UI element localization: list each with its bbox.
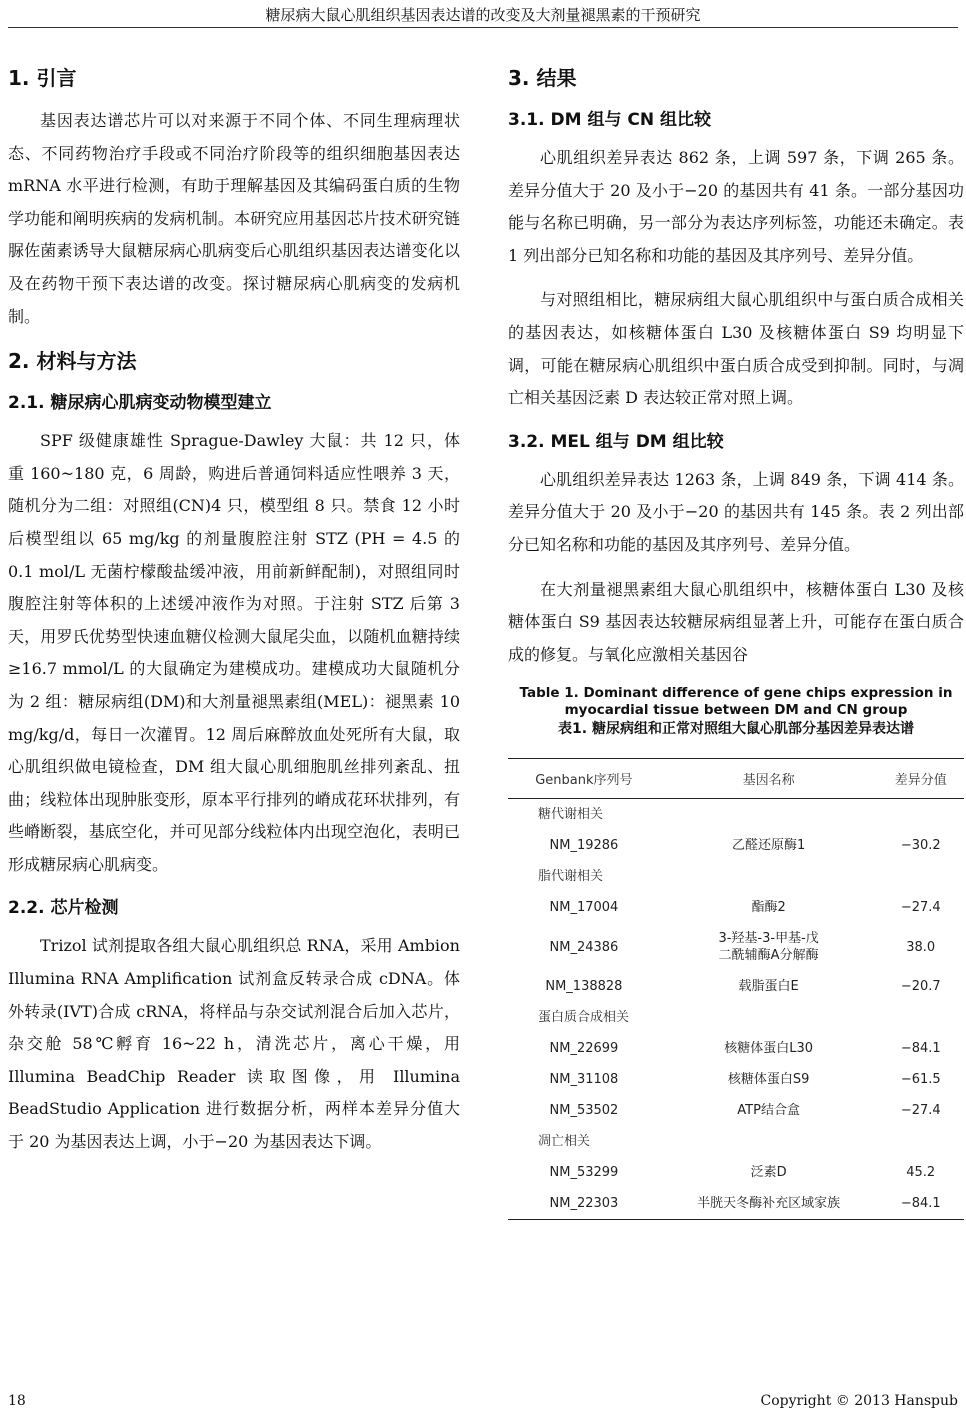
cell-gene-name: 乙醛还原酶1: [731, 838, 806, 854]
cell-score: −27.4: [900, 900, 941, 916]
cell-score: −84.1: [900, 1041, 941, 1057]
cell-score: −27.4: [900, 1103, 941, 1119]
section-3-2-paragraph-1: 心肌组织差异表达 1263 条，上调 849 条，下调 414 条。差异分值大于 20 及小于−20 的基因共有 145 条。表 2 列出部分已知名称和功能的基因及其序列号、差异分值。: [508, 469, 964, 554]
cell-gene-name: 半胱天冬酶补充区域家族: [660, 1188, 878, 1220]
cell-gene-name: 3-羟基-3-甲基-戊 二酰辅酶A分解酶: [718, 931, 819, 964]
cell-genbank-id: NM_22699: [549, 1041, 619, 1057]
table-category-row: [508, 1126, 964, 1157]
cell-score: −30.2: [900, 838, 941, 854]
cell-genbank-id: NM_31108: [549, 1072, 619, 1088]
left-column: [8, 52, 460, 1171]
cell-score: −84.1: [877, 1188, 964, 1220]
table-row: [508, 1064, 964, 1095]
right-column: [508, 52, 964, 1220]
category-label: 糖代谢相关: [538, 807, 604, 823]
copyright: Copyright © 2013 Hanspub: [760, 1393, 958, 1409]
table-header-row: [508, 759, 964, 799]
cell-genbank-id: NM_24386: [549, 939, 619, 955]
cell-genbank-id: NM_53502: [549, 1103, 619, 1119]
table-category-row: [508, 861, 964, 892]
table-caption-zh: 表1. 糖尿病组和正常对照组大鼠心肌部分基因差异表达谱: [558, 721, 914, 738]
section-3-title: 3. 结果: [508, 66, 577, 90]
table-category-row: [508, 799, 964, 831]
cell-score: 38.0: [906, 939, 936, 955]
header-gene-name: 基因名称: [660, 759, 878, 799]
category-label: 凋亡相关: [538, 1134, 591, 1150]
cell-gene-name: 酯酶2: [751, 900, 786, 916]
cell-score: −61.5: [900, 1072, 941, 1088]
section-2-2-title: 2.2. 芯片检测: [8, 898, 119, 919]
section-3-1-title: 3.1. DM 组与 CN 组比较: [508, 110, 711, 130]
gene-table: [508, 758, 964, 1220]
table-caption: [508, 685, 964, 738]
section-1-title: 1. 引言: [8, 66, 77, 90]
table-row: [508, 923, 964, 971]
cell-score: 45.2: [906, 1165, 936, 1181]
section-2-title: 2. 材料与方法: [8, 349, 137, 374]
table-row: [508, 830, 964, 861]
cell-genbank-id: NM_19286: [549, 838, 619, 854]
table-row: [508, 1095, 964, 1126]
category-label: 脂代谢相关: [538, 869, 604, 885]
table-row: [508, 1188, 964, 1220]
cell-gene-name: 核糖体蛋白S9: [727, 1072, 810, 1088]
section-1-paragraph: 基因表达谱芯片可以对来源于不同个体、不同生理病理状态、不同药物治疗手段或不同治疗阶段等的组织细胞基因表达 mRNA 水平进行检测，有助于理解基因及其编码蛋白质的生物学功能和阐明疾病的发病机制。本研究应用基因芯片技术研究链脲佐菌素诱导大鼠糖尿病心肌病变后心肌组织基因表达谱变化以及在药物干预下表达谱的改变。探讨糖尿病心肌病变的发病机制。: [8, 111, 460, 326]
running-title: 糖尿病大鼠心肌组织基因表达谱的改变及大剂量褪黑素的干预研究: [265, 6, 701, 24]
cell-genbank-id: NM_17004: [549, 900, 619, 916]
cell-gene-name: ATP结合盒: [737, 1103, 800, 1119]
cell-genbank-id: NM_138828: [545, 979, 623, 995]
section-2-1-title: 2.1. 糖尿病心肌病变动物模型建立: [8, 393, 272, 414]
header-genbank: Genbank序列号: [508, 759, 660, 799]
cell-genbank-id: NM_53299: [549, 1165, 619, 1181]
cell-gene-name: 载脂蛋白E: [738, 979, 799, 995]
section-2-2-paragraph: Trizol 试剂提取各组大鼠心肌组织总 RNA，采用 Ambion Illumina RNA Amplification 试剂盒反转录合成 cDNA。体外转录(IVT)合成 cRNA，将样品与杂交试剂混合后加入芯片，杂交舱 58℃孵育 16~22 h，清洗芯片，离心干燥，用 Illumina BeadChip Reader 读取图像，用 Illumina BeadStudio Application 进行数据分析，两样本差异分值大于 20 为基因表达上调，小于−20 为基因表达下调。: [8, 936, 460, 1152]
table-caption-en: Table 1. Dominant difference of gene chips expression in myocardial tissue between DM and CN group: [519, 685, 953, 719]
section-3-1-paragraph-2: 与对照组相比，糖尿病组大鼠心肌组织中与蛋白质合成相关的基因表达，如核糖体蛋白 L30 及核糖体蛋白 S9 均明显下调，可能在糖尿病心肌组织中蛋白质合成受到抑制。同时，与凋亡相关基因泛素 D 表达较正常对照上调。: [508, 290, 964, 408]
header-rule: [8, 27, 958, 28]
table-body: [508, 799, 964, 1220]
cell-gene-name: 泛素D: [750, 1165, 787, 1181]
table-row: [508, 892, 964, 923]
cell-score: −20.7: [900, 979, 941, 995]
category-label: 蛋白质合成相关: [538, 1010, 630, 1026]
section-3-2-title: 3.2. MEL 组与 DM 组比较: [508, 431, 724, 452]
table-category-row: [508, 1002, 964, 1033]
table-row: [508, 1157, 964, 1188]
section-3-2-paragraph-2: 在大剂量褪黑素组大鼠心肌组织中，核糖体蛋白 L30 及核糖体蛋白 S9 基因表达较糖尿病组显著上升，可能存在蛋白质合成的修复。与氧化应激相关基因谷: [508, 579, 964, 664]
table-row: [508, 1033, 964, 1064]
section-3-1-paragraph-1: 心肌组织差异表达 862 条，上调 597 条，下调 265 条。差异分值大于 20 及小于−20 的基因共有 41 条。一部分基因功能与名称已明确，另一部分为表达序列标签，功能还未确定。表 1 列出部分已知名称和功能的基因及其序列号、差异分值。: [508, 148, 964, 265]
section-2-1-paragraph: SPF 级健康雄性 Sprague-Dawley 大鼠：共 12 只，体重 160~180 克，6 周龄，购进后普通饲料适应性喂养 3 天，随机分为二组：对照组(CN)4 只，模型组 8 只。禁食 12 小时后模型组以 65 mg/kg 的剂量腹腔注射 STZ (PH = 4.5 的 0.1 mol/L 无菌柠檬酸盐缓冲液，用前新鲜配制)，对照组同时腹腔注射等体积的上述缓冲液作为对照。于注射 STZ 后第 3 天，用罗氏优势型快速血糖仪检测大鼠尾尖血，以随机血糖持续≥16.7 mmol/L 的大鼠确定为建模成功。建模成功大鼠随机分为 2 组：糖尿病组(DM)和大剂量褪黑素组(MEL)：褪黑素 10 mg/kg/d，每日一次灌胃。12 周后麻醉放血处死所有大鼠，取心肌组织做电镜检查，DM 组大鼠心肌细胞肌丝排列紊乱、扭曲；线粒体出现肿胀变形，原本平行排列的嵴成花环状排列，有些嵴断裂，基底空化，并可见部分线粒体内出现空泡化，表明已形成糖尿病心肌病变。: [8, 431, 460, 874]
table-row: [508, 971, 964, 1002]
page-number: 18: [8, 1393, 26, 1409]
cell-gene-name: 核糖体蛋白L30: [724, 1041, 814, 1057]
cell-genbank-id: NM_22303: [508, 1188, 660, 1220]
header-score: 差异分值: [877, 759, 964, 799]
